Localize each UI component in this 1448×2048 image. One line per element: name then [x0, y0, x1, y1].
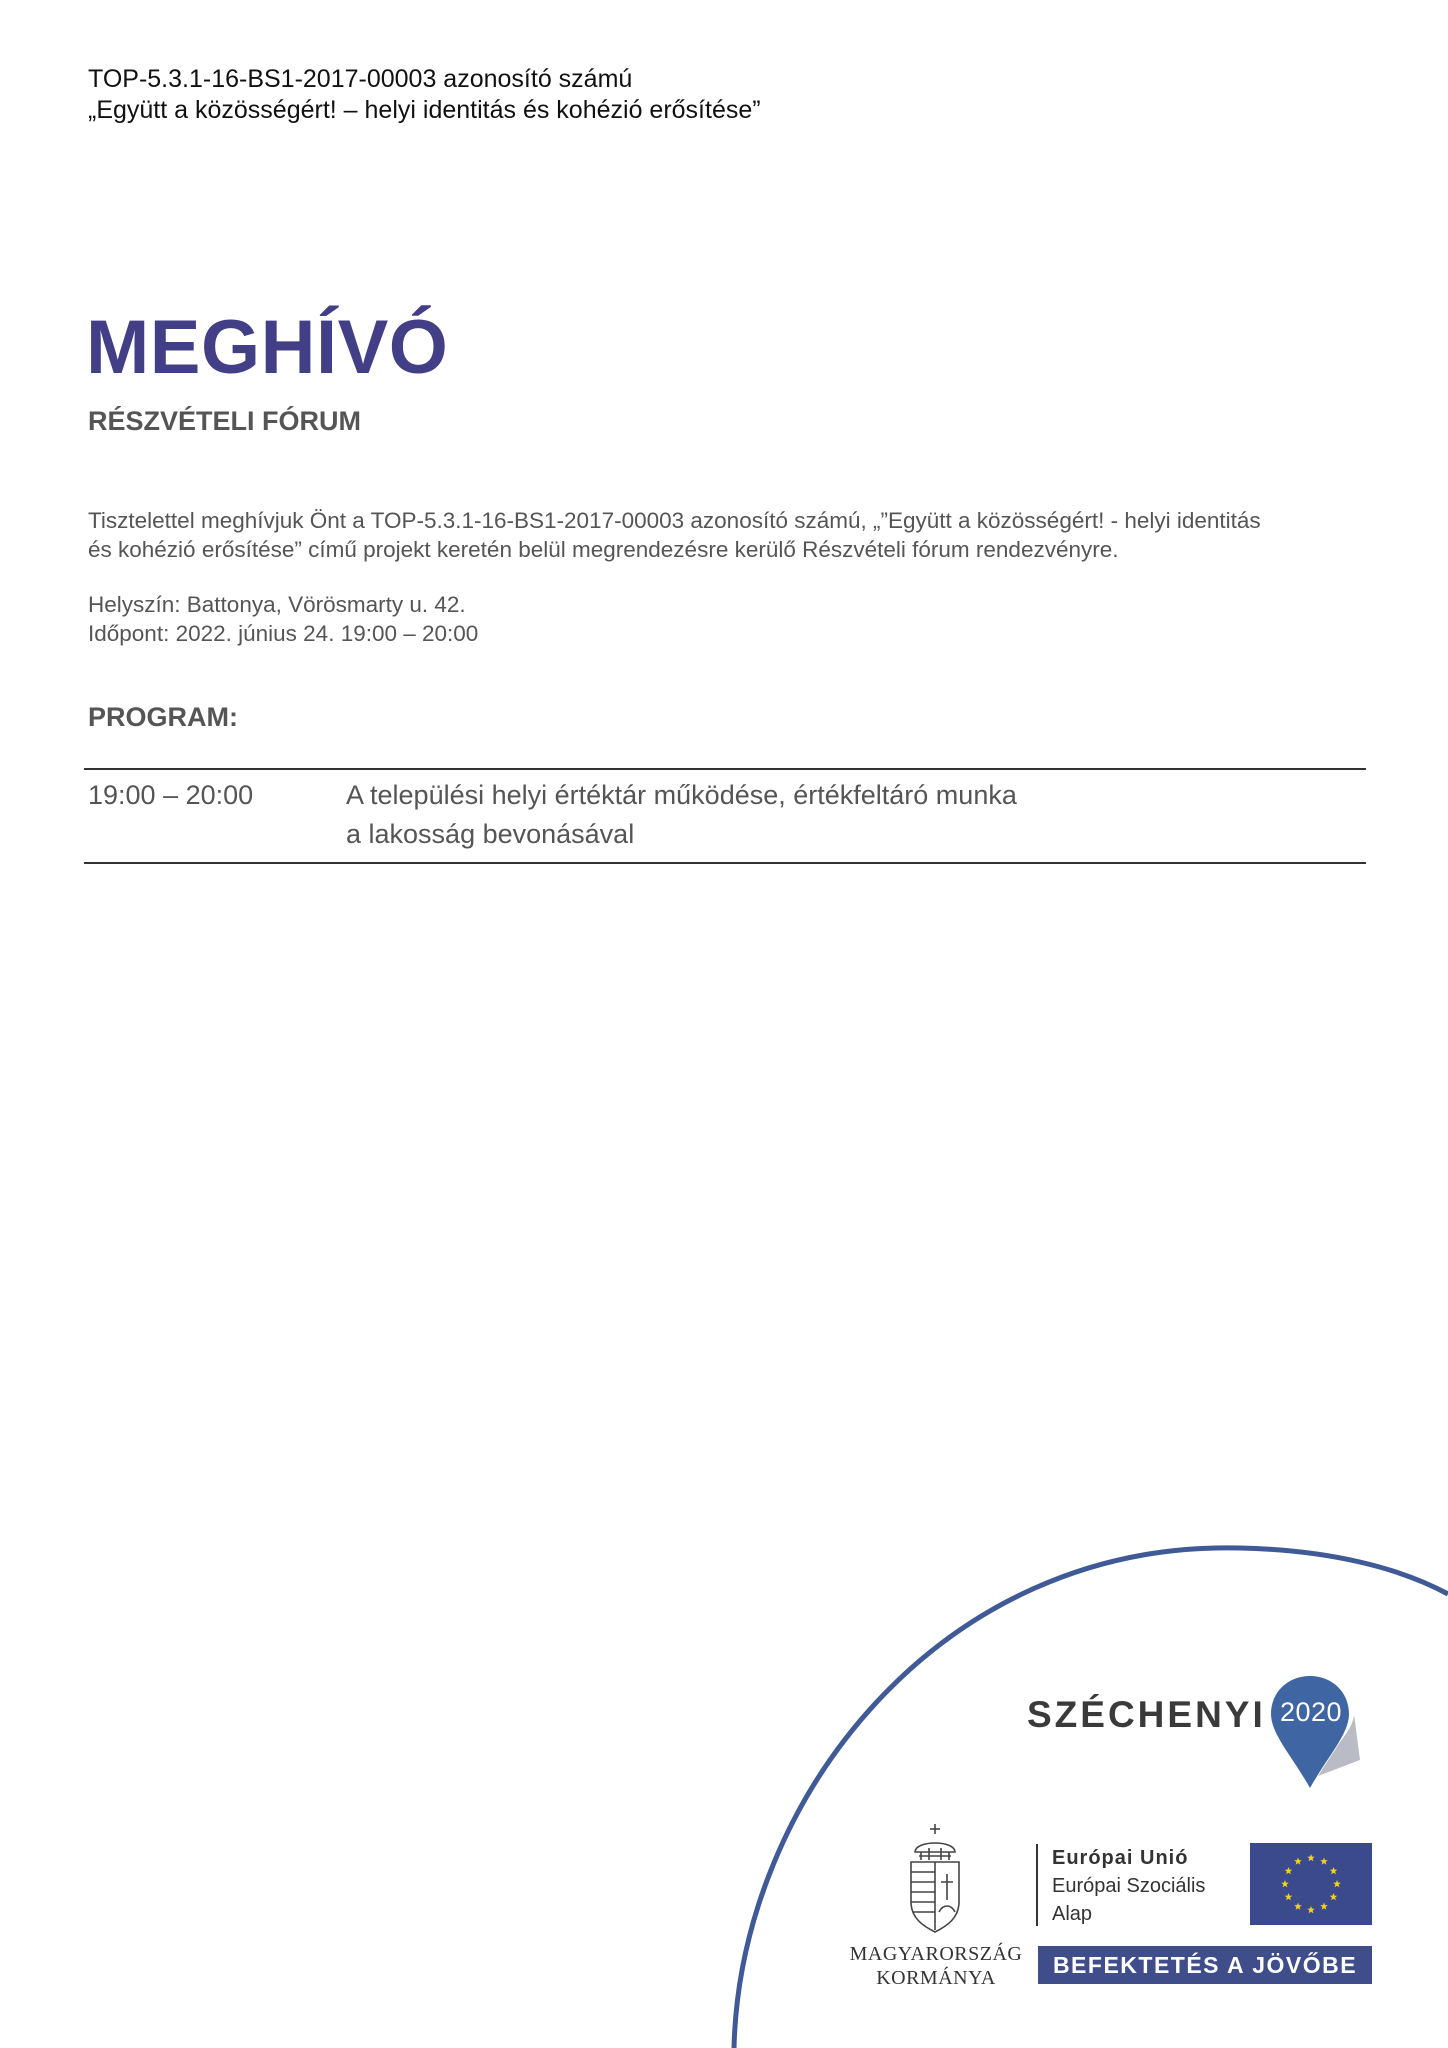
- intro-line-2: és kohézió erősítése” című projekt keretén belül megrendezésre kerülő Részvételi fórum rendezvényre.: [88, 537, 1119, 562]
- eu-divider: [1036, 1844, 1038, 1926]
- location-pin-icon: [1268, 1672, 1360, 1790]
- project-id-line: TOP-5.3.1-16-BS1-2017-00003 azonosító számú: [88, 65, 633, 93]
- event-location: Helyszín: Battonya, Vörösmarty u. 42.: [88, 592, 466, 617]
- event-subtitle: RÉSZVÉTELI FÓRUM: [88, 406, 362, 436]
- eu-flag-icon: [1250, 1843, 1372, 1925]
- program-item-time: 19:00 – 20:00: [88, 780, 254, 810]
- program-desc-line-2: a lakosság bevonásával: [346, 819, 635, 849]
- szechenyi-year: 2020: [1279, 1697, 1343, 1727]
- program-heading: PROGRAM:: [88, 702, 238, 732]
- project-title-line: „Együtt a közösségért! – helyi identitás és kohézió erősítése”: [88, 96, 761, 124]
- program-desc-line-1: A települési helyi értéktár működése, értékfeltáró munka: [346, 780, 1017, 810]
- szechenyi-logo-text: SZÉCHENYI: [1027, 1694, 1266, 1735]
- invest-banner: BEFEKTETÉS A JÖVŐBE: [1038, 1946, 1372, 1984]
- hungarian-coat-of-arms-icon: [905, 1822, 965, 1934]
- gov-line-2: KORMÁNYA: [876, 1967, 996, 1989]
- gov-line-1: MAGYARORSZÁG: [849, 1943, 1023, 1965]
- eu-fund-line-1: Európai Szociális: [1052, 1875, 1206, 1897]
- invitation-title: MEGHÍVÓ: [86, 305, 449, 390]
- intro-line-1: Tisztelettel meghívjuk Önt a TOP-5.3.1-16-BS1-2017-00003 azonosító számú, „”Együtt a közösségért! - helyi identitás: [88, 508, 1261, 533]
- eu-fund-line-2: Alap: [1052, 1903, 1093, 1925]
- eu-logo-text: [1052, 1844, 1205, 1928]
- eu-union-label: Európai Unió: [1052, 1847, 1189, 1869]
- government-logo-text: [848, 1942, 1024, 1990]
- event-time: Időpont: 2022. június 24. 19:00 – 20:00: [88, 621, 479, 646]
